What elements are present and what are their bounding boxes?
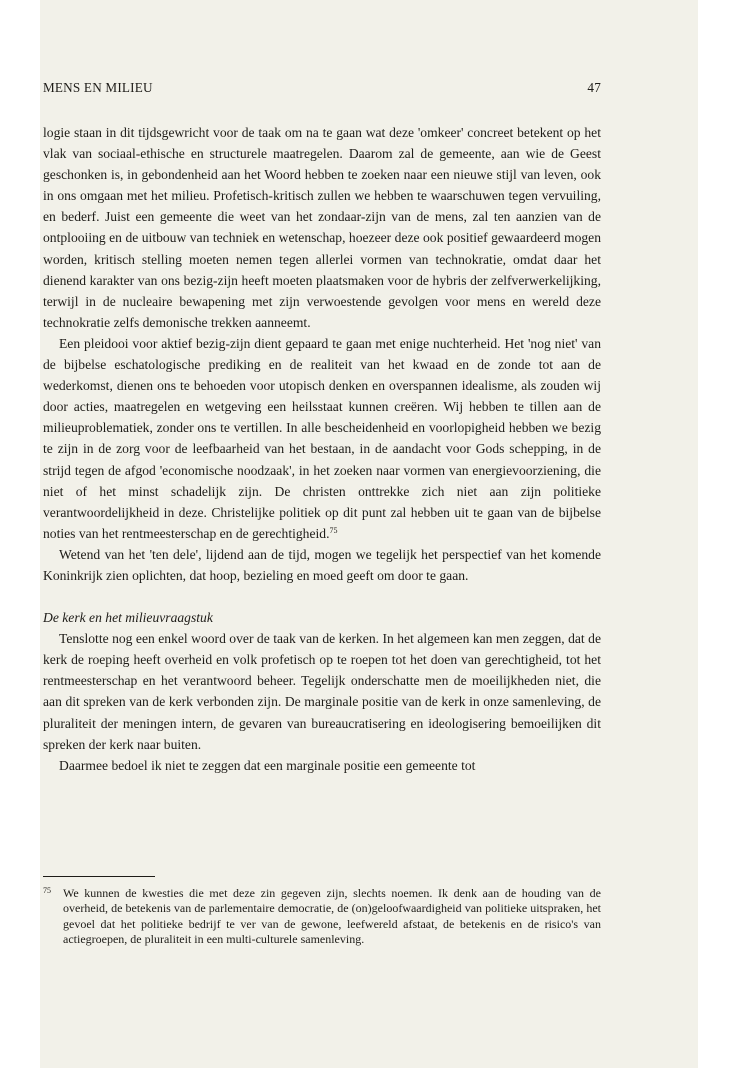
paragraph-4: Tenslotte nog een enkel woord over de taak van de kerken. In het algemeen kan men zeggen, dat de kerk de roeping heeft overheid en volk profetisch op te roepen tot het doen van gerechtigheid, tot het rentmeesterschap en het verantwoord beheer. Tegelijk onderschatte men de moeilijkheden niet, die aan dit spreken van de kerk verbonden zijn. De marginale positie van de kerk in onze samenleving, de pluraliteit der meningen intern, de gevaren van bureaucratisering en ideologisering bemoeilijken dit spreken der kerk naar buiten. [43, 631, 601, 752]
paragraph-5: Daarmee bedoel ik niet te zeggen dat een marginale positie een gemeente tot [59, 757, 476, 773]
paragraph-3: Wetend van het 'ten dele', lijdend aan de tijd, mogen we tegelijk het perspectief van het komende Koninkrijk zien oplichten, dat hoop, bezieling en moed geeft om door te gaan. [43, 546, 601, 583]
main-text [43, 122, 601, 776]
paragraph-2-text: Een pleidooi voor aktief bezig-zijn dient gepaard te gaan met enige nuchterheid. Het 'nog niet' van de bijbelse eschatologische prediking en de realiteit van het kwaad en de zonde tot aan de wederkomst, dienen ons te behoeden voor utopisch denken en overspannen idealisme, als zouden wij door acties, maatregelen en wetgeving een heilsstaat kunnen creëren. Wij hebben te tillen aan de milieuproblematiek, zonder ons te vertillen. In alle bescheidenheid en voorlopigheid hebben we bezig te zijn in de zorg voor de leefbaarheid van het bestaan, in de aandacht voor Gods schepping, in de strijd tegen de afgod 'economische noodzaak', in het zoeken naar vormen van energievoorziening, die niet of het minst schadelijk zijn. De christen onttrekke zich niet aan zijn politieke verantwoordelijkheid in deze. Christelijke politiek op dit punt zal hebben uit te gaan van de bijbelse noties van het rentmeesterschap en de gerechtigheid. [43, 335, 601, 541]
running-title: MENS EN MILIEU [43, 80, 153, 95]
section-heading: De kerk en het milieuvraagstuk [43, 610, 213, 626]
footnote [43, 886, 601, 948]
paragraph-2 [43, 333, 601, 544]
page-number: 47 [587, 80, 601, 95]
footnote-reference: 75 [329, 525, 338, 535]
paragraph-1: logie staan in dit tijdsgewricht voor de taak om na te gaan wat deze 'omkeer' concreet betekent op het vlak van sociaal-ethische en structurele maatregelen. Daarom zal de gemeente, aan wie de Geest geschonken is, in gebondenheid aan het Woord hebben te zoeken naar een nieuwe stijl van leven, ook in ons omgaan met het milieu. Profetisch-kritisch zullen we hebben te waarschuwen tegen vervuiling, en bederf. Juist een gemeente die weet van het zondaar-zijn van de mens, zal ten aanzien van de ontplooiing en de uitbouw van techniek en wetenschap, hoezeer deze ook positief gewaardeerd mogen worden, kritisch stelling moeten nemen tegen allerlei vormen van technokratie, omdat daar het dienend karakter van ons bezig-zijn heeft moeten plaatsmaken voor de hybris der zelfverwerkelijking, terwijl in de nucleaire bewapening met zijn verwoestende gevolgen voor mens en wereld deze technokratie zelfs demonische trekken aanneemt. [43, 125, 601, 330]
footnote-divider [43, 876, 155, 877]
footnote-75: 75 We kunnen de kwesties die met deze zin gegeven zijn, slechts noemen. Ik denk aan de houding van de overheid, de betekenis van de parlementaire democratie, de (on)geloofwaardigheid van politieke uitspraken, het gevoel dat het politieke bedrijf te ver van de gewone, leefwereld afstaat, de betekenis en de risico's van actiegroepen, de pluraliteit in een multi-culturele samenleving. [43, 886, 601, 947]
footnote-text: We kunnen de kwesties die met deze zin gegeven zijn, slechts noemen. Ik denk aan de houding van de overheid, de betekenis van de parlementaire democratie, de (on)geloofwaardigheid van politieke uitspraken, het gevoel dat het politieke bedrijf te ver van de gewone, leefwereld afstaat, de betekenis en de risico's van actiegroepen, de pluraliteit in een multi-culturele samenleving. [63, 886, 601, 947]
